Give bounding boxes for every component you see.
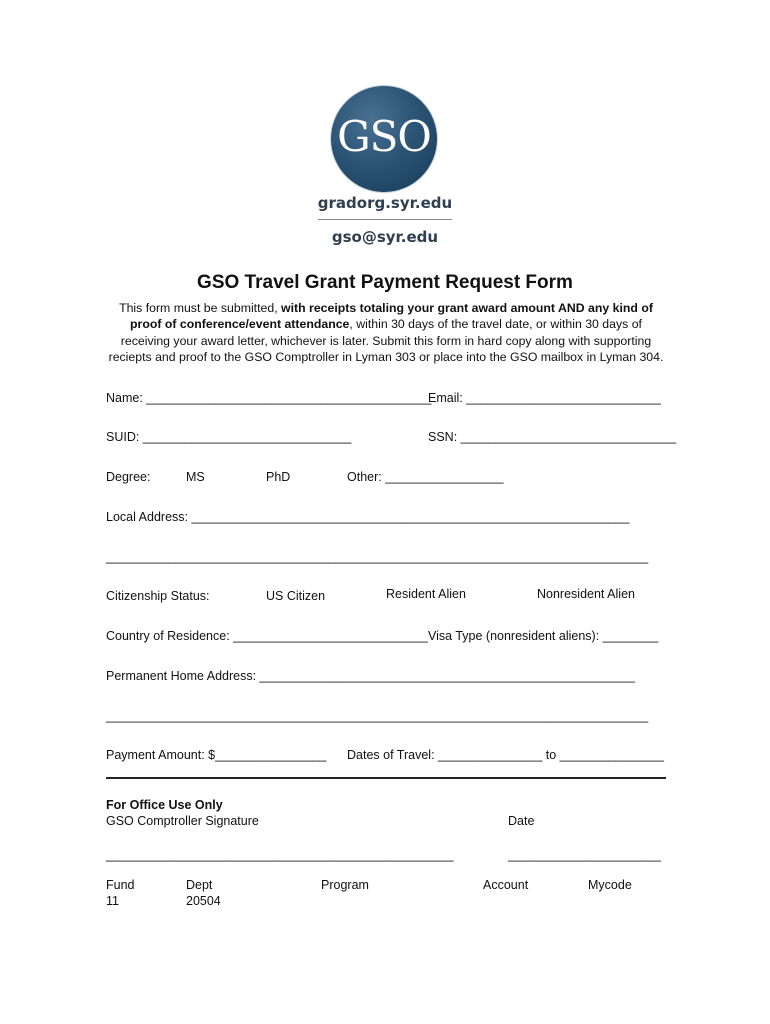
local-address-field[interactable]: Local Address: _______________________________________________________________ [106,510,630,524]
payment-amount-field[interactable]: Payment Amount: $________________ [106,748,327,762]
dept-value: 20504 [186,894,221,908]
gso-logo [331,86,437,192]
citizenship-option-resident[interactable]: Resident Alien [386,587,466,601]
signature-line[interactable]: __________________________________________________ [106,848,454,862]
office-use-heading: For Office Use Only [106,798,223,812]
intro-text-bold: with receipts totaling your grant award amount AND any kind of proof of conference/event attendance [130,301,653,332]
degree-other-field[interactable]: Other: _________________ [347,470,504,484]
dept-label: Dept [186,878,213,892]
intro-text-2: , within 30 days of the travel date, or within 30 days of receiving your award letter, whichever is later. Submit this form in hard copy along with supporting reciepts and proof to the GSO Comptroller in Lyman 303 or place into the GSO mailbox in Lyman 304. [108,317,664,365]
comptroller-signature-label: GSO Comptroller Signature [106,814,259,828]
permanent-address-field[interactable]: Permanent Home Address: ______________________________________________________ [106,669,635,683]
form-title: GSO Travel Grant Payment Request Form [197,272,573,293]
logo-divider [318,219,452,220]
country-field[interactable]: Country of Residence: ____________________________ [106,629,428,643]
office-date-label: Date [508,814,535,828]
visa-type-field[interactable]: Visa Type (nonresident aliens): ________ [428,629,659,643]
intro-paragraph [108,300,664,366]
local-address-line2[interactable]: ______________________________________________________________________________ [106,550,649,564]
program-label: Program [321,878,369,892]
suid-field[interactable]: SUID: ______________________________ [106,430,352,444]
citizenship-option-nonresident[interactable]: Nonresident Alien [537,587,635,601]
ssn-field[interactable]: SSN: _______________________________ [428,430,677,444]
fund-label: Fund [106,878,135,892]
intro-text-1: This form must be submitted, [119,301,282,315]
name-field[interactable]: Name: _________________________________________ [106,391,432,405]
office-date-line[interactable]: ______________________ [508,848,661,862]
logo-website: gradorg.syr.edu [317,194,453,212]
account-label: Account [483,878,529,892]
dates-of-travel-field[interactable]: Dates of Travel: _______________ to _______________ [347,748,664,762]
logo-email: gso@syr.edu [331,228,439,246]
degree-label: Degree: [106,470,151,484]
fund-value: 11 [106,894,119,908]
degree-option-phd[interactable]: PhD [266,470,291,484]
logo-text: GSO [337,112,431,161]
citizenship-label: Citizenship Status: [106,589,210,603]
email-field[interactable]: Email: ____________________________ [428,391,661,405]
mycode-label: Mycode [588,878,632,892]
citizenship-option-us[interactable]: US Citizen [266,589,326,603]
degree-option-ms[interactable]: MS [186,470,205,484]
section-divider [106,777,666,779]
permanent-address-line2[interactable]: ______________________________________________________________________________ [106,709,649,723]
